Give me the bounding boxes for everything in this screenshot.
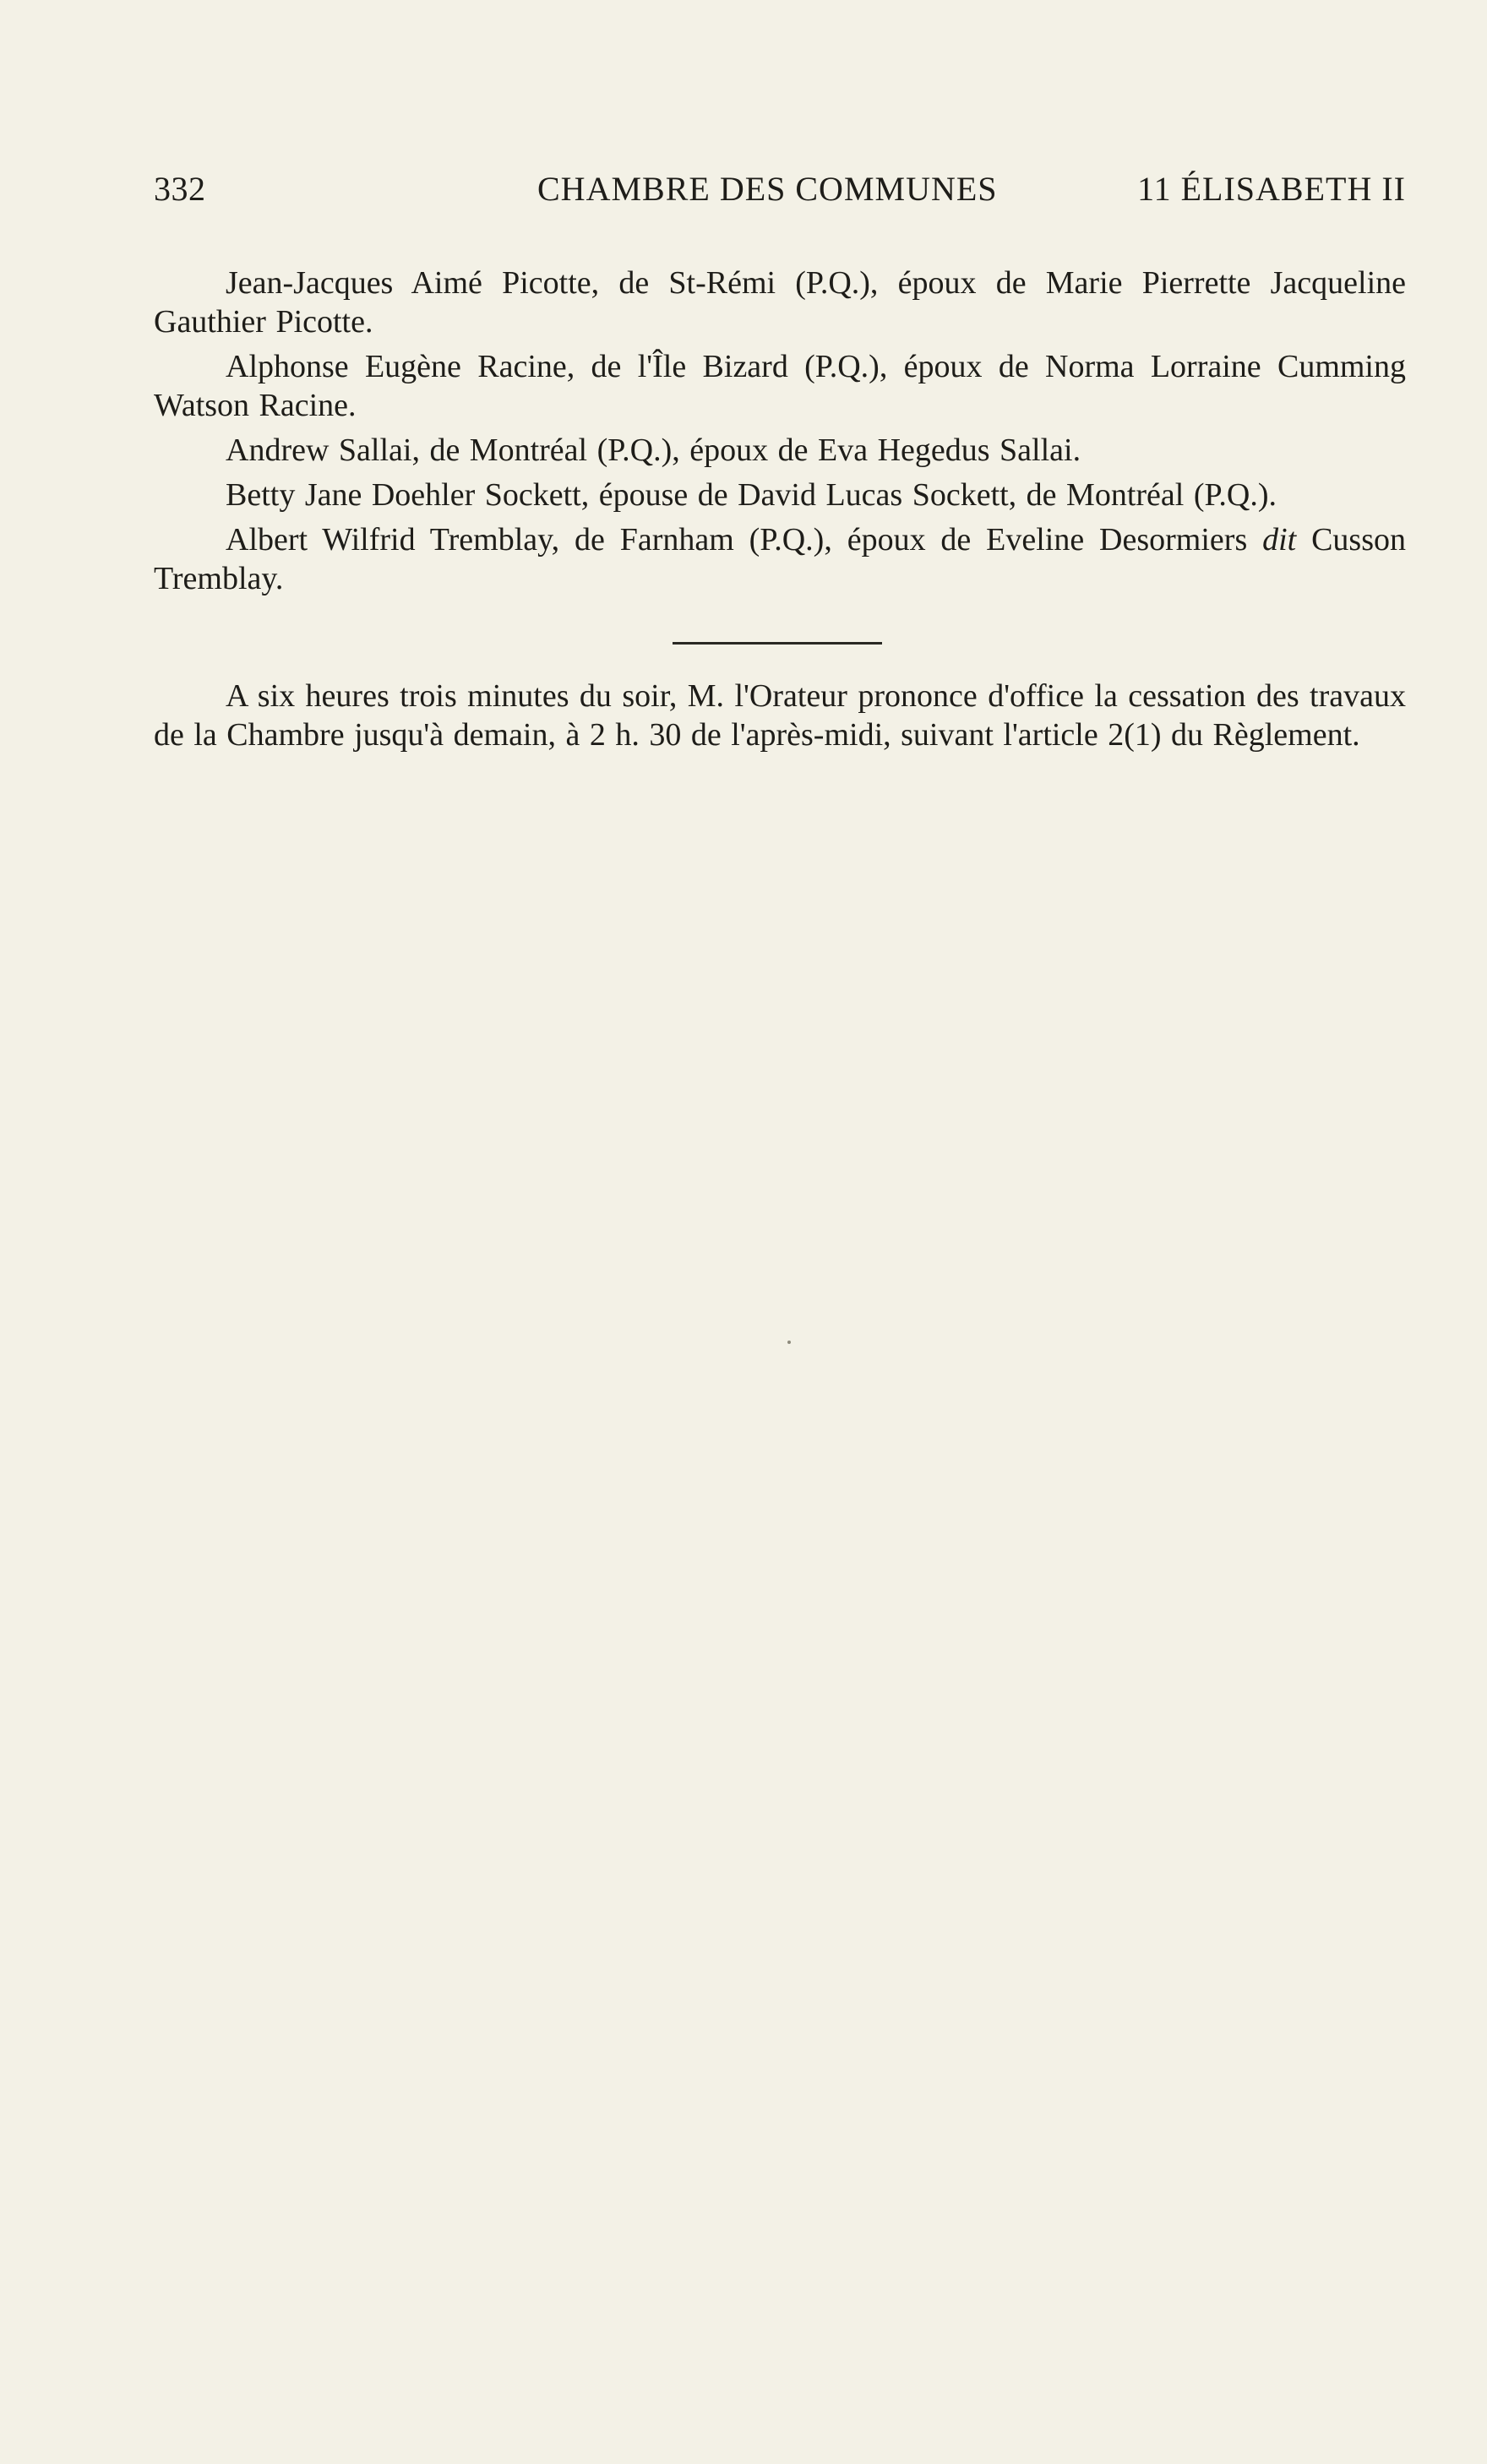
list-item: Jean-Jacques Aimé Picotte, de St-Rémi (P.Q.), époux de Marie Pierrette Jacqueline Gauthier Picotte. (154, 265, 1406, 340)
paper-speck (787, 1341, 791, 1344)
entry-text-end: Cusson Tremblay. (154, 522, 1406, 596)
list-item: Betty Jane Doehler Sockett, épouse de David Lucas Sockett, de Montréal (P.Q.). (226, 477, 1277, 513)
entry-italic-word: dit (1262, 522, 1297, 558)
page-number: 332 (154, 170, 206, 208)
document-page (154, 169, 1406, 760)
running-header (154, 169, 1406, 220)
reign-year: 11 ÉLISABETH II (1137, 170, 1406, 208)
list-item: Andrew Sallai, de Montréal (P.Q.), époux de Eva Hegedus Sallai. (226, 432, 1081, 468)
chamber-title: CHAMBRE DES COMMUNES (537, 170, 998, 208)
entry-text-start: Albert Wilfrid Tremblay, de Farnham (P.Q.), époux de Eveline Desormiers (226, 522, 1263, 558)
section-divider (673, 642, 882, 645)
divorce-entries-list (154, 264, 1406, 598)
list-item (154, 520, 1406, 598)
list-item: Alphonse Eugène Racine, de l'Île Bizard (P.Q.), époux de Norma Lorraine Cumming Watson Racine. (154, 349, 1406, 423)
adjournment-paragraph: A six heures trois minutes du soir, M. l'Orateur prononce d'office la cessation des travaux de la Chambre jusqu'à demain, à 2 h. 30 de l'après-midi, suivant l'article 2(1) du Règlement. (154, 678, 1406, 753)
